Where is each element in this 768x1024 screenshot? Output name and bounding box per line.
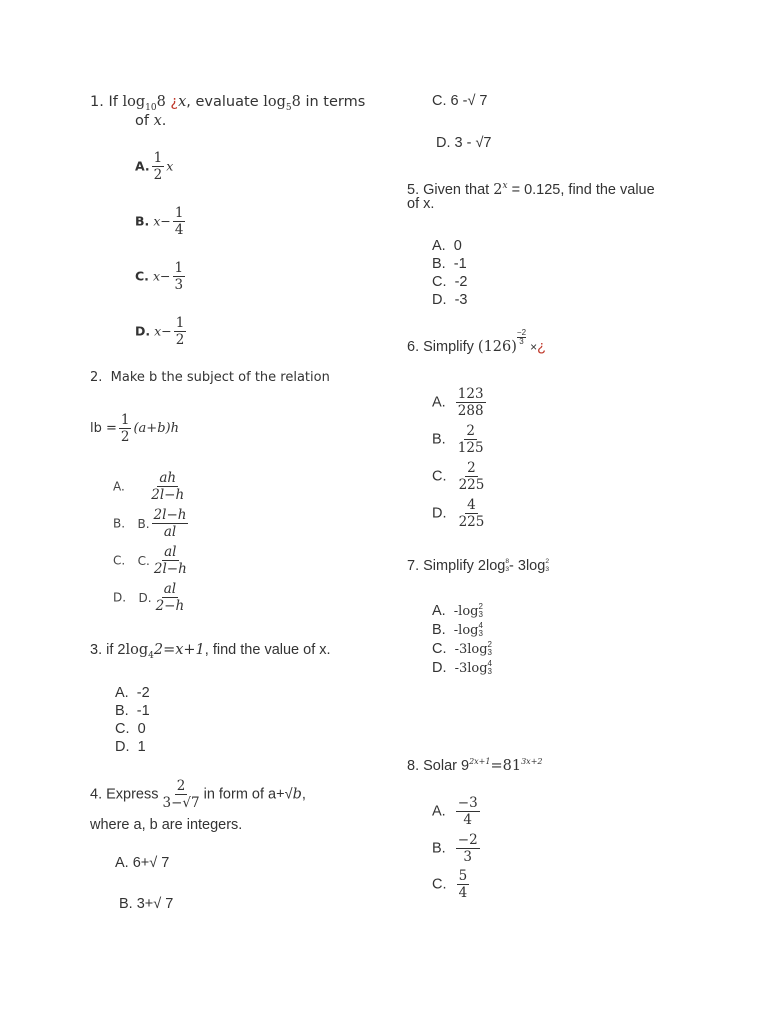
question-5-option-a[interactable] — [432, 237, 467, 255]
fraction-denominator: 3 — [463, 849, 473, 865]
question-8-stem — [407, 753, 543, 775]
fraction-numerator: 1 — [175, 315, 185, 331]
question-5-text-end: = 0.125, find the value — [507, 181, 655, 198]
log-text: log — [122, 94, 146, 110]
option-value: -1 — [136, 703, 150, 719]
option-label: C. — [113, 553, 126, 568]
question-2-option-d[interactable] — [113, 581, 188, 614]
fraction-denominator: 3−√7 — [162, 795, 200, 811]
question-3-option-d[interactable] — [115, 738, 150, 756]
question-3-option-c[interactable] — [115, 720, 150, 738]
option-label: B. — [432, 256, 446, 272]
question-6-text: 6. Simplify — [407, 339, 474, 355]
question-3-text-start: 3. if 2 — [90, 642, 126, 658]
question-7-mid: - 3log — [509, 558, 546, 574]
log-superscript: 2 — [478, 602, 483, 612]
question-4-text-end: , — [301, 786, 306, 803]
exponent-1: 2x+1 — [469, 757, 491, 766]
question-6-stem — [407, 328, 546, 356]
option-label: B. — [113, 516, 126, 531]
fraction-denominator: 225 — [458, 477, 485, 493]
fraction-numerator: al — [164, 544, 177, 560]
question-5-stem — [407, 177, 655, 199]
exponent-numerator: −2 — [516, 328, 527, 337]
question-7-option-b[interactable] — [432, 621, 492, 640]
option-label: C. — [135, 268, 149, 284]
fraction-numerator: 1 — [120, 412, 130, 428]
question-2-option-c[interactable] — [113, 544, 191, 577]
option-label: A. — [135, 158, 150, 174]
question-8-text: 8. Solar 9 — [407, 757, 470, 774]
option-label: A. — [115, 685, 129, 701]
question-2-stem — [90, 370, 330, 385]
question-6-option-a[interactable] — [432, 386, 488, 419]
option-label: D. — [113, 590, 127, 605]
fraction-numerator: 4 — [467, 497, 476, 513]
fraction-numerator: al — [163, 581, 177, 597]
base-two: 2 — [493, 181, 503, 198]
fraction-denominator: 4 — [463, 812, 473, 828]
question-5-options — [432, 237, 467, 309]
option-label: A. — [113, 479, 125, 494]
fraction-denominator: 2l−h — [151, 487, 185, 503]
variable-b: b — [292, 786, 302, 803]
fraction-denominator: 288 — [457, 403, 484, 419]
log-base: 3 — [478, 610, 483, 620]
option-label: A. — [432, 603, 446, 619]
log-argument: 8 — [291, 94, 301, 110]
option-label: D. — [432, 660, 447, 676]
question-3-options — [115, 684, 150, 756]
fraction-denominator: 2 — [120, 429, 130, 445]
option-label: A. — [432, 394, 446, 411]
option-prefix: -log — [453, 604, 479, 619]
relation-right: (a+b)h — [133, 421, 179, 436]
question-1-option-c[interactable] — [135, 260, 187, 293]
log-base-4: 4 — [148, 650, 154, 661]
variable-x: x — [178, 94, 187, 110]
fraction-denominator: 125 — [457, 440, 484, 456]
option-inner-label: D. — [138, 590, 152, 605]
log-base-10: 10 — [145, 102, 157, 113]
option-label: C. — [432, 876, 447, 893]
question-8-option-a[interactable] — [432, 795, 482, 828]
fraction-denominator: 4 — [458, 885, 468, 901]
question-2-option-b[interactable] — [113, 507, 190, 540]
question-7-options — [432, 602, 492, 678]
option-inner-label: B. — [137, 516, 150, 531]
unknown-symbol: ¿ — [537, 339, 546, 355]
question-4-stem-line2: where a, b are integers. — [90, 817, 243, 833]
exponent-denominator: 3 — [519, 337, 524, 346]
question-5-text-start: 5. Given that — [407, 181, 490, 198]
fraction-numerator: 123 — [457, 386, 484, 402]
option-value: 0 — [453, 238, 462, 254]
log-argument: 8 — [156, 94, 166, 110]
option-label: C. — [115, 721, 130, 737]
variable-x: x — [166, 158, 174, 174]
log-base: 3 — [487, 667, 492, 677]
fraction-denominator: 2 — [153, 167, 163, 183]
log-base: 3 — [478, 629, 483, 639]
question-6-option-b[interactable] — [432, 423, 488, 456]
fraction-numerator: 2 — [176, 778, 186, 794]
fraction-numerator: −3 — [457, 795, 478, 811]
times-symbol: × — [530, 340, 538, 354]
option-label: D. — [432, 505, 447, 522]
unknown-symbol: ¿ — [170, 94, 179, 110]
question-1-option-d[interactable] — [135, 315, 188, 348]
question-4-option-d[interactable]: D. 3 - √7 — [436, 135, 492, 151]
question-2-relation — [90, 412, 179, 445]
question-3-stem — [90, 641, 331, 665]
log-superscript: 2 — [487, 640, 492, 650]
option-label: B. — [432, 622, 446, 638]
question-2-number: 2. — [90, 370, 103, 385]
question-5-option-c[interactable] — [432, 273, 467, 291]
question-5-stem-line2: of x. — [407, 196, 435, 212]
question-3-option-a[interactable] — [115, 684, 150, 702]
fraction-denominator: 225 — [458, 514, 485, 530]
question-4-option-a[interactable]: A. 6+√ 7 — [115, 855, 170, 871]
question-1-option-a[interactable] — [135, 150, 173, 183]
question-3-text-end: , find the value of x. — [204, 642, 331, 658]
equation: 2=x+1 — [153, 642, 205, 658]
question-7-text: 7. Simplify 2log — [407, 558, 506, 574]
option-label: D. — [432, 292, 447, 308]
question-4-text-start: 4. Express — [90, 786, 159, 803]
question-1-terms: in terms — [305, 94, 366, 110]
question-4-text-mid: in form of a+√ — [203, 786, 293, 803]
question-4-option-b[interactable]: B. 3+√ 7 — [119, 896, 174, 912]
log-superscript: 2 — [545, 558, 550, 566]
variable-x: x — [153, 113, 162, 129]
fraction-denominator: 3 — [174, 277, 184, 293]
log-text: log — [263, 94, 286, 110]
question-7-option-c[interactable] — [432, 640, 492, 659]
log-superscript: 4 — [487, 659, 492, 669]
option-prefix: -3log — [454, 642, 488, 657]
fraction-numerator: ah — [159, 470, 177, 486]
question-6-option-d[interactable] — [432, 497, 488, 530]
question-1-if: If — [108, 94, 118, 110]
question-2-text: Make b the subject of the relation — [110, 370, 330, 385]
question-1-stem — [90, 93, 380, 117]
option-label: A. — [432, 803, 446, 820]
option-prefix: -log — [453, 623, 479, 638]
fraction-numerator: 2 — [467, 460, 476, 476]
fraction-numerator: 2l−h — [153, 507, 187, 523]
question-1-evaluate: , evaluate — [186, 94, 259, 110]
option-label: C. — [432, 468, 447, 485]
option-prefix: -3log — [454, 661, 488, 676]
base-126: (126) — [477, 339, 517, 355]
option-label: B. — [135, 213, 150, 229]
option-value: 0 — [137, 721, 146, 737]
log-base-5: 5 — [285, 102, 292, 113]
question-8-option-b[interactable] — [432, 832, 482, 865]
option-label: D. — [135, 323, 151, 339]
option-label: C. — [432, 274, 447, 290]
fraction-denominator: 2 — [175, 332, 185, 348]
fraction-denominator: al — [163, 524, 177, 540]
option-prefix: x− — [152, 268, 171, 284]
option-value: -1 — [453, 256, 467, 272]
question-1-option-b[interactable] — [135, 205, 187, 238]
fraction-denominator: 2l−h — [153, 561, 187, 577]
option-value: -2 — [454, 274, 468, 290]
exponent-2: 3x+2 — [521, 757, 543, 766]
fraction-denominator: 4 — [174, 222, 184, 238]
option-value: 1 — [137, 739, 146, 755]
fraction-denominator: 2−h — [155, 598, 185, 614]
period: . — [161, 113, 167, 129]
question-4-stem — [90, 778, 306, 811]
option-label: B. — [432, 840, 446, 857]
question-1-number: 1. — [90, 94, 104, 110]
question-5-option-b[interactable] — [432, 255, 467, 273]
option-label: C. — [432, 641, 447, 657]
question-8-option-c[interactable] — [432, 868, 471, 901]
option-label: A. — [432, 238, 446, 254]
question-3-option-b[interactable] — [115, 702, 150, 720]
log-base: 3 — [487, 648, 492, 658]
log-superscript: 8 — [505, 558, 510, 566]
fraction-numerator: −2 — [457, 832, 478, 848]
fraction-numerator: 1 — [174, 205, 184, 221]
option-label: B. — [432, 431, 446, 448]
log-text: log — [125, 642, 149, 658]
question-2-option-a[interactable] — [113, 470, 188, 503]
option-prefix: x− — [153, 213, 171, 229]
log-base-3: 3 — [505, 566, 510, 574]
fraction-numerator: 1 — [174, 260, 184, 276]
equation-right: =81 — [490, 757, 522, 774]
question-7-option-d[interactable] — [432, 659, 492, 678]
log-base-3: 3 — [545, 566, 550, 574]
exponent-x: x — [502, 181, 508, 191]
log-superscript: 4 — [478, 621, 483, 631]
question-1-stem-line2 — [135, 112, 166, 130]
question-1-of: of — [135, 113, 149, 129]
relation-left: lb = — [90, 421, 117, 436]
option-value: -2 — [136, 685, 150, 701]
question-6-option-c[interactable] — [432, 460, 488, 493]
fraction-numerator: 2 — [466, 423, 475, 439]
option-label: D. — [115, 739, 130, 755]
option-label: B. — [115, 703, 129, 719]
fraction-numerator: 1 — [153, 150, 163, 166]
question-4-option-c[interactable]: C. 6 -√ 7 — [432, 93, 488, 109]
question-5-option-d[interactable] — [432, 291, 467, 309]
question-7-stem — [407, 557, 549, 575]
option-value: -3 — [454, 292, 468, 308]
option-prefix: x− — [154, 323, 172, 339]
fraction-numerator: 5 — [458, 868, 468, 884]
option-inner-label: C. — [137, 553, 150, 568]
question-7-option-a[interactable] — [432, 602, 492, 621]
